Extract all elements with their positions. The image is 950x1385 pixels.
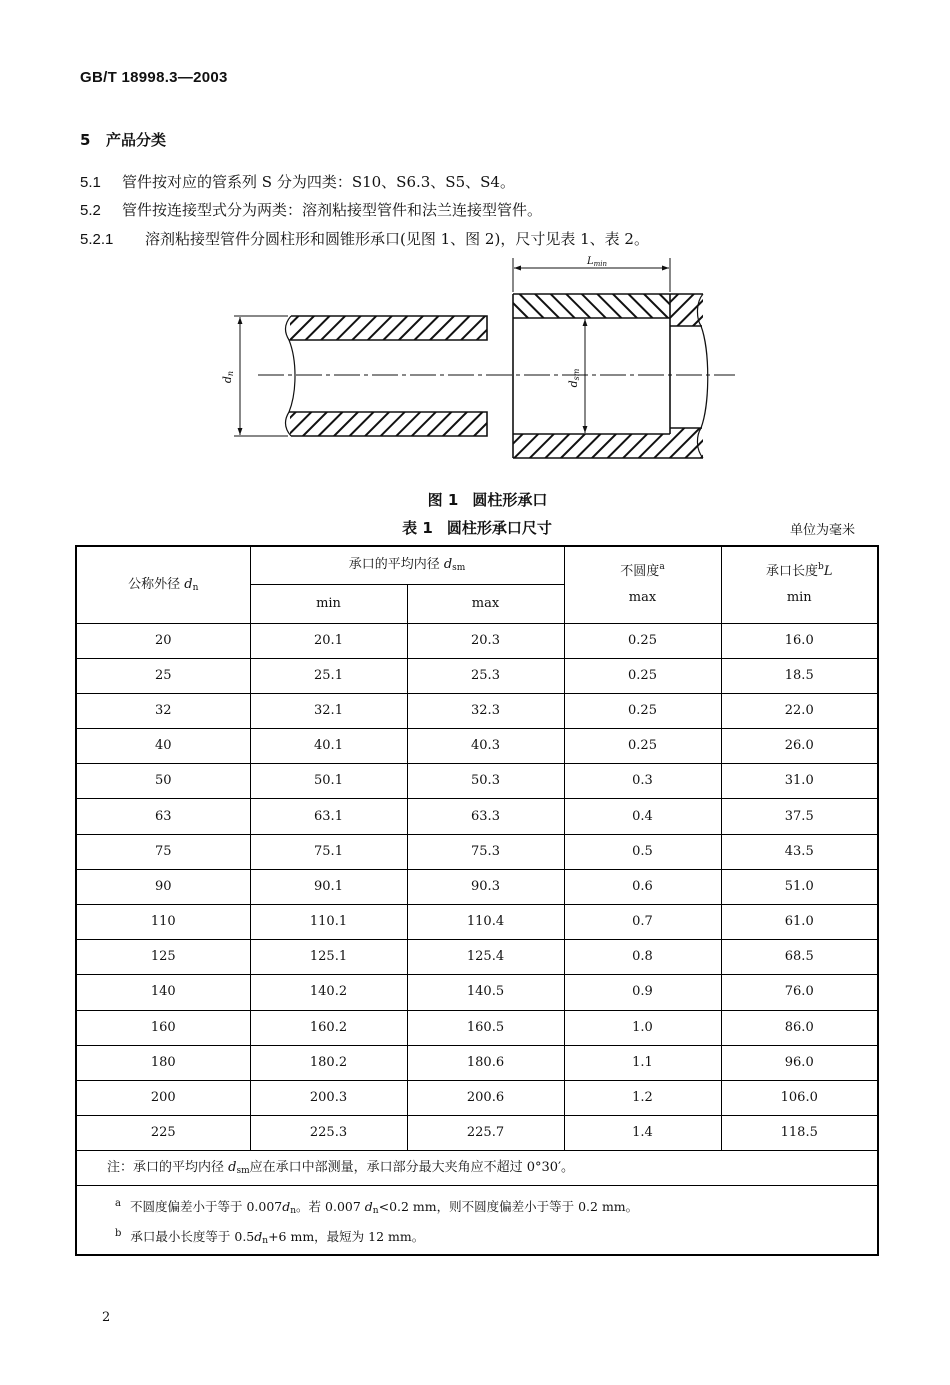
socket-id-max-cell: 25.3 [407,658,564,693]
table-row [76,764,878,799]
page-number: 2 [102,1310,111,1325]
socket-id-min-cell: 160.2 [250,1010,407,1045]
socket-id-min-cell: 25.1 [250,658,407,693]
socket-id-min-cell: 180.2 [250,1045,407,1080]
nominal-od-cell: 140 [76,975,250,1010]
table-title: 圆柱形承口尺寸 [446,519,552,537]
out-of-roundness-cell: 0.25 [564,729,721,764]
out-of-roundness-cell: 0.25 [564,623,721,658]
label-lmin [586,256,608,268]
clause-text: 溶剂粘接型管件分圆柱形和圆锥形承口(见图 1、图 2)，尺寸见表 1、表 2。 [145,230,649,248]
nominal-od-cell: 180 [76,1045,250,1080]
clause-text: 管件按对应的管系列 S 分为四类：S10、S6.3、S5、S4。 [122,173,515,191]
footnote-var: d [364,1199,373,1215]
table-notes [76,1151,878,1256]
nominal-od-cell: 75 [76,834,250,869]
pipe-wall-bottom [290,412,487,436]
footnote-sub: n [290,1206,297,1217]
nominal-od-cell: 160 [76,1010,250,1045]
socket-id-min-cell: 200.3 [250,1080,407,1115]
section-title: 产品分类 [106,131,167,149]
nominal-od-cell: 110 [76,905,250,940]
out-of-roundness-cell: 0.25 [564,693,721,728]
socket-id-max-cell: 160.5 [407,1010,564,1045]
socket-id-max-cell: 20.3 [407,623,564,658]
nominal-od-cell: 20 [76,623,250,658]
note-row [76,1151,878,1186]
socket-length-cell: 68.5 [721,940,878,975]
note-suffix: 应在承口中部测量，承口部分最大夹角应不超过 0°30′。 [249,1160,575,1176]
header-footnote-mark: b [818,561,824,572]
socket-length-cell: 118.5 [721,1116,878,1151]
socket-id-max-cell: 50.3 [407,764,564,799]
socket-id-max-cell: 180.6 [407,1045,564,1080]
header-var: L [823,563,833,579]
socket-id-max-cell: 63.3 [407,799,564,834]
nominal-od-cell: 125 [76,940,250,975]
socket-id-min-cell: 75.1 [250,834,407,869]
dimension-dn [234,316,288,436]
clause-5-1 [80,171,515,192]
socket-id-max-cell: 32.3 [407,693,564,728]
footnote-text: +6 mm，最短为 12 mm。 [268,1229,425,1245]
socket-wall-top [513,294,670,318]
table-footnotes [76,1186,878,1256]
socket-length-cell: 61.0 [721,905,878,940]
socket-id-min-cell: 225.3 [250,1116,407,1151]
socket-length-cell: 43.5 [721,834,878,869]
clause-number: 5.2 [80,202,101,219]
clause-text: 管件按连接型式分为两类：溶剂粘接型管件和法兰连接型管件。 [122,201,543,219]
extension-lines [234,316,288,436]
out-of-roundness-cell: 0.25 [564,658,721,693]
out-of-roundness-cell: 0.6 [564,869,721,904]
table-row [76,1010,878,1045]
table-row [76,1116,878,1151]
header-max: max [407,584,564,623]
socket-id-max-cell: 75.3 [407,834,564,869]
footnote-var: d [282,1199,291,1215]
socket-id-max-cell: 140.5 [407,975,564,1010]
table-row [76,834,878,869]
label-lmin-main: L [586,256,594,267]
label-dsm-sub: sm [572,368,581,381]
fitting-bore-lines [670,326,702,428]
nominal-od-cell: 50 [76,764,250,799]
socket-id-min-cell: 140.2 [250,975,407,1010]
header-nominal-od [76,546,250,623]
table-row [76,940,878,975]
socket-id-max-cell: 90.3 [407,869,564,904]
footnote-text: 承口最小长度等于 0.5 [130,1229,255,1245]
header-line-1 [722,559,878,585]
socket-id-min-cell: 125.1 [250,940,407,975]
socket-length-cell: 51.0 [721,869,878,904]
out-of-roundness-cell: 0.8 [564,940,721,975]
out-of-roundness-cell: 1.1 [564,1045,721,1080]
nominal-od-cell: 40 [76,729,250,764]
socket-length-cell: 37.5 [721,799,878,834]
nominal-od-cell: 25 [76,658,250,693]
header-sub: sm [452,563,466,574]
footnote-sub: n [372,1206,379,1217]
table-number: 表 1 [402,519,433,537]
footnote-b [115,1220,877,1250]
label-lmin-sub: min [593,260,608,268]
socket-id-max-cell: 125.4 [407,940,564,975]
out-of-roundness-cell: 0.7 [564,905,721,940]
socket-length-cell: 18.5 [721,658,878,693]
header-line-2: min [786,589,812,605]
footnote-sub: n [262,1236,269,1247]
out-of-roundness-cell: 0.3 [564,764,721,799]
footnote-marker: a [115,1198,121,1210]
nominal-od-cell: 200 [76,1080,250,1115]
table-note [76,1151,878,1186]
note-sub: sm [236,1166,250,1177]
socket-id-min-cell: 50.1 [250,764,407,799]
header-line-2: max [628,589,657,605]
footnote-text: 不圆度偏差小于等于 0.007 [129,1199,283,1215]
label-dsm-main: d [567,380,580,388]
section-number: 5 [80,131,91,149]
table-row [76,729,878,764]
header-text: 不圆度 [620,563,660,579]
out-of-roundness-cell: 1.0 [564,1010,721,1045]
socket-length-cell: 26.0 [721,729,878,764]
note-prefix: 注：承口的平均内径 [107,1160,229,1176]
socket-wall-bottom [513,428,703,458]
socket-id-min-cell: 20.1 [250,623,407,658]
header-var: d [184,576,193,592]
table-row [76,693,878,728]
footnote-a [115,1190,877,1220]
header-out-of-roundness [564,546,721,623]
footnote-marker: b [115,1228,122,1240]
socket-length-cell: 106.0 [721,1080,878,1115]
socket-id-min-cell: 63.1 [250,799,407,834]
clause-number: 5.1 [80,174,101,191]
table-row [76,799,878,834]
nominal-od-cell: 32 [76,693,250,728]
socket-id-max-cell: 200.6 [407,1080,564,1115]
section-heading [80,129,166,150]
header-line-1 [565,559,721,585]
header-min: min [250,584,407,623]
socket-id-min-cell: 40.1 [250,729,407,764]
pipe-wall-top [290,316,487,340]
footnote-text: 。若 0.007 [296,1199,365,1215]
pipe-section [285,316,487,436]
figure-title: 圆柱形承口 [472,491,548,509]
table-1 [75,545,879,1256]
header-socket-mean-id [250,546,564,584]
socket-length-cell: 76.0 [721,975,878,1010]
figure-number: 图 1 [427,491,459,509]
header-footnote-mark: a [659,561,665,572]
label-dn-main: d [221,376,234,384]
out-of-roundness-cell: 0.4 [564,799,721,834]
socket-length-cell: 16.0 [721,623,878,658]
out-of-roundness-cell: 1.4 [564,1116,721,1151]
header-text: 公称外径 [128,576,185,592]
label-dsm [567,368,581,387]
socket-length-cell: 31.0 [721,764,878,799]
socket-id-max-cell: 40.3 [407,729,564,764]
note-var: d [228,1160,237,1176]
socket-id-min-cell: 110.1 [250,905,407,940]
table-row [76,975,878,1010]
socket-length-cell: 86.0 [721,1010,878,1045]
table-row [76,658,878,693]
nominal-od-cell: 225 [76,1116,250,1151]
header-row-1 [76,546,878,584]
label-dn-sub: n [226,370,235,377]
table-row [76,905,878,940]
table-row [76,1045,878,1080]
socket-length-cell: 96.0 [721,1045,878,1080]
socket-id-min-cell: 90.1 [250,869,407,904]
nominal-od-cell: 90 [76,869,250,904]
socket-length-cell: 22.0 [721,693,878,728]
table-row [76,869,878,904]
nominal-od-cell: 63 [76,799,250,834]
out-of-roundness-cell: 0.5 [564,834,721,869]
header-text: 承口的平均内径 [348,557,444,573]
footnote-var: d [254,1229,263,1245]
figure-caption [0,489,950,510]
document-code: GB/T 18998.3—2003 [80,69,228,86]
table-body [76,623,878,1151]
header-var: d [443,557,453,573]
clause-5-2 [80,199,542,220]
table-row [76,623,878,658]
out-of-roundness-cell: 0.9 [564,975,721,1010]
header-socket-length [721,546,878,623]
socket-id-min-cell: 32.1 [250,693,407,728]
out-of-roundness-cell: 1.2 [564,1080,721,1115]
table-header [76,546,878,623]
label-dn [221,371,235,383]
socket-id-max-cell: 225.7 [407,1116,564,1151]
header-sub: n [192,582,199,593]
footnote-text: <0.2 mm，则不圆度偏差小于等于 0.2 mm。 [378,1199,639,1215]
socket-id-max-cell: 110.4 [407,905,564,940]
clause-number: 5.2.1 [80,231,114,248]
unit-note: 单位为毫米 [790,523,856,538]
figure-1-drawing [0,240,950,480]
table-row [76,1080,878,1115]
footnote-row [76,1186,878,1256]
header-text: 承口长度 [766,563,819,579]
socket-section [513,294,708,458]
